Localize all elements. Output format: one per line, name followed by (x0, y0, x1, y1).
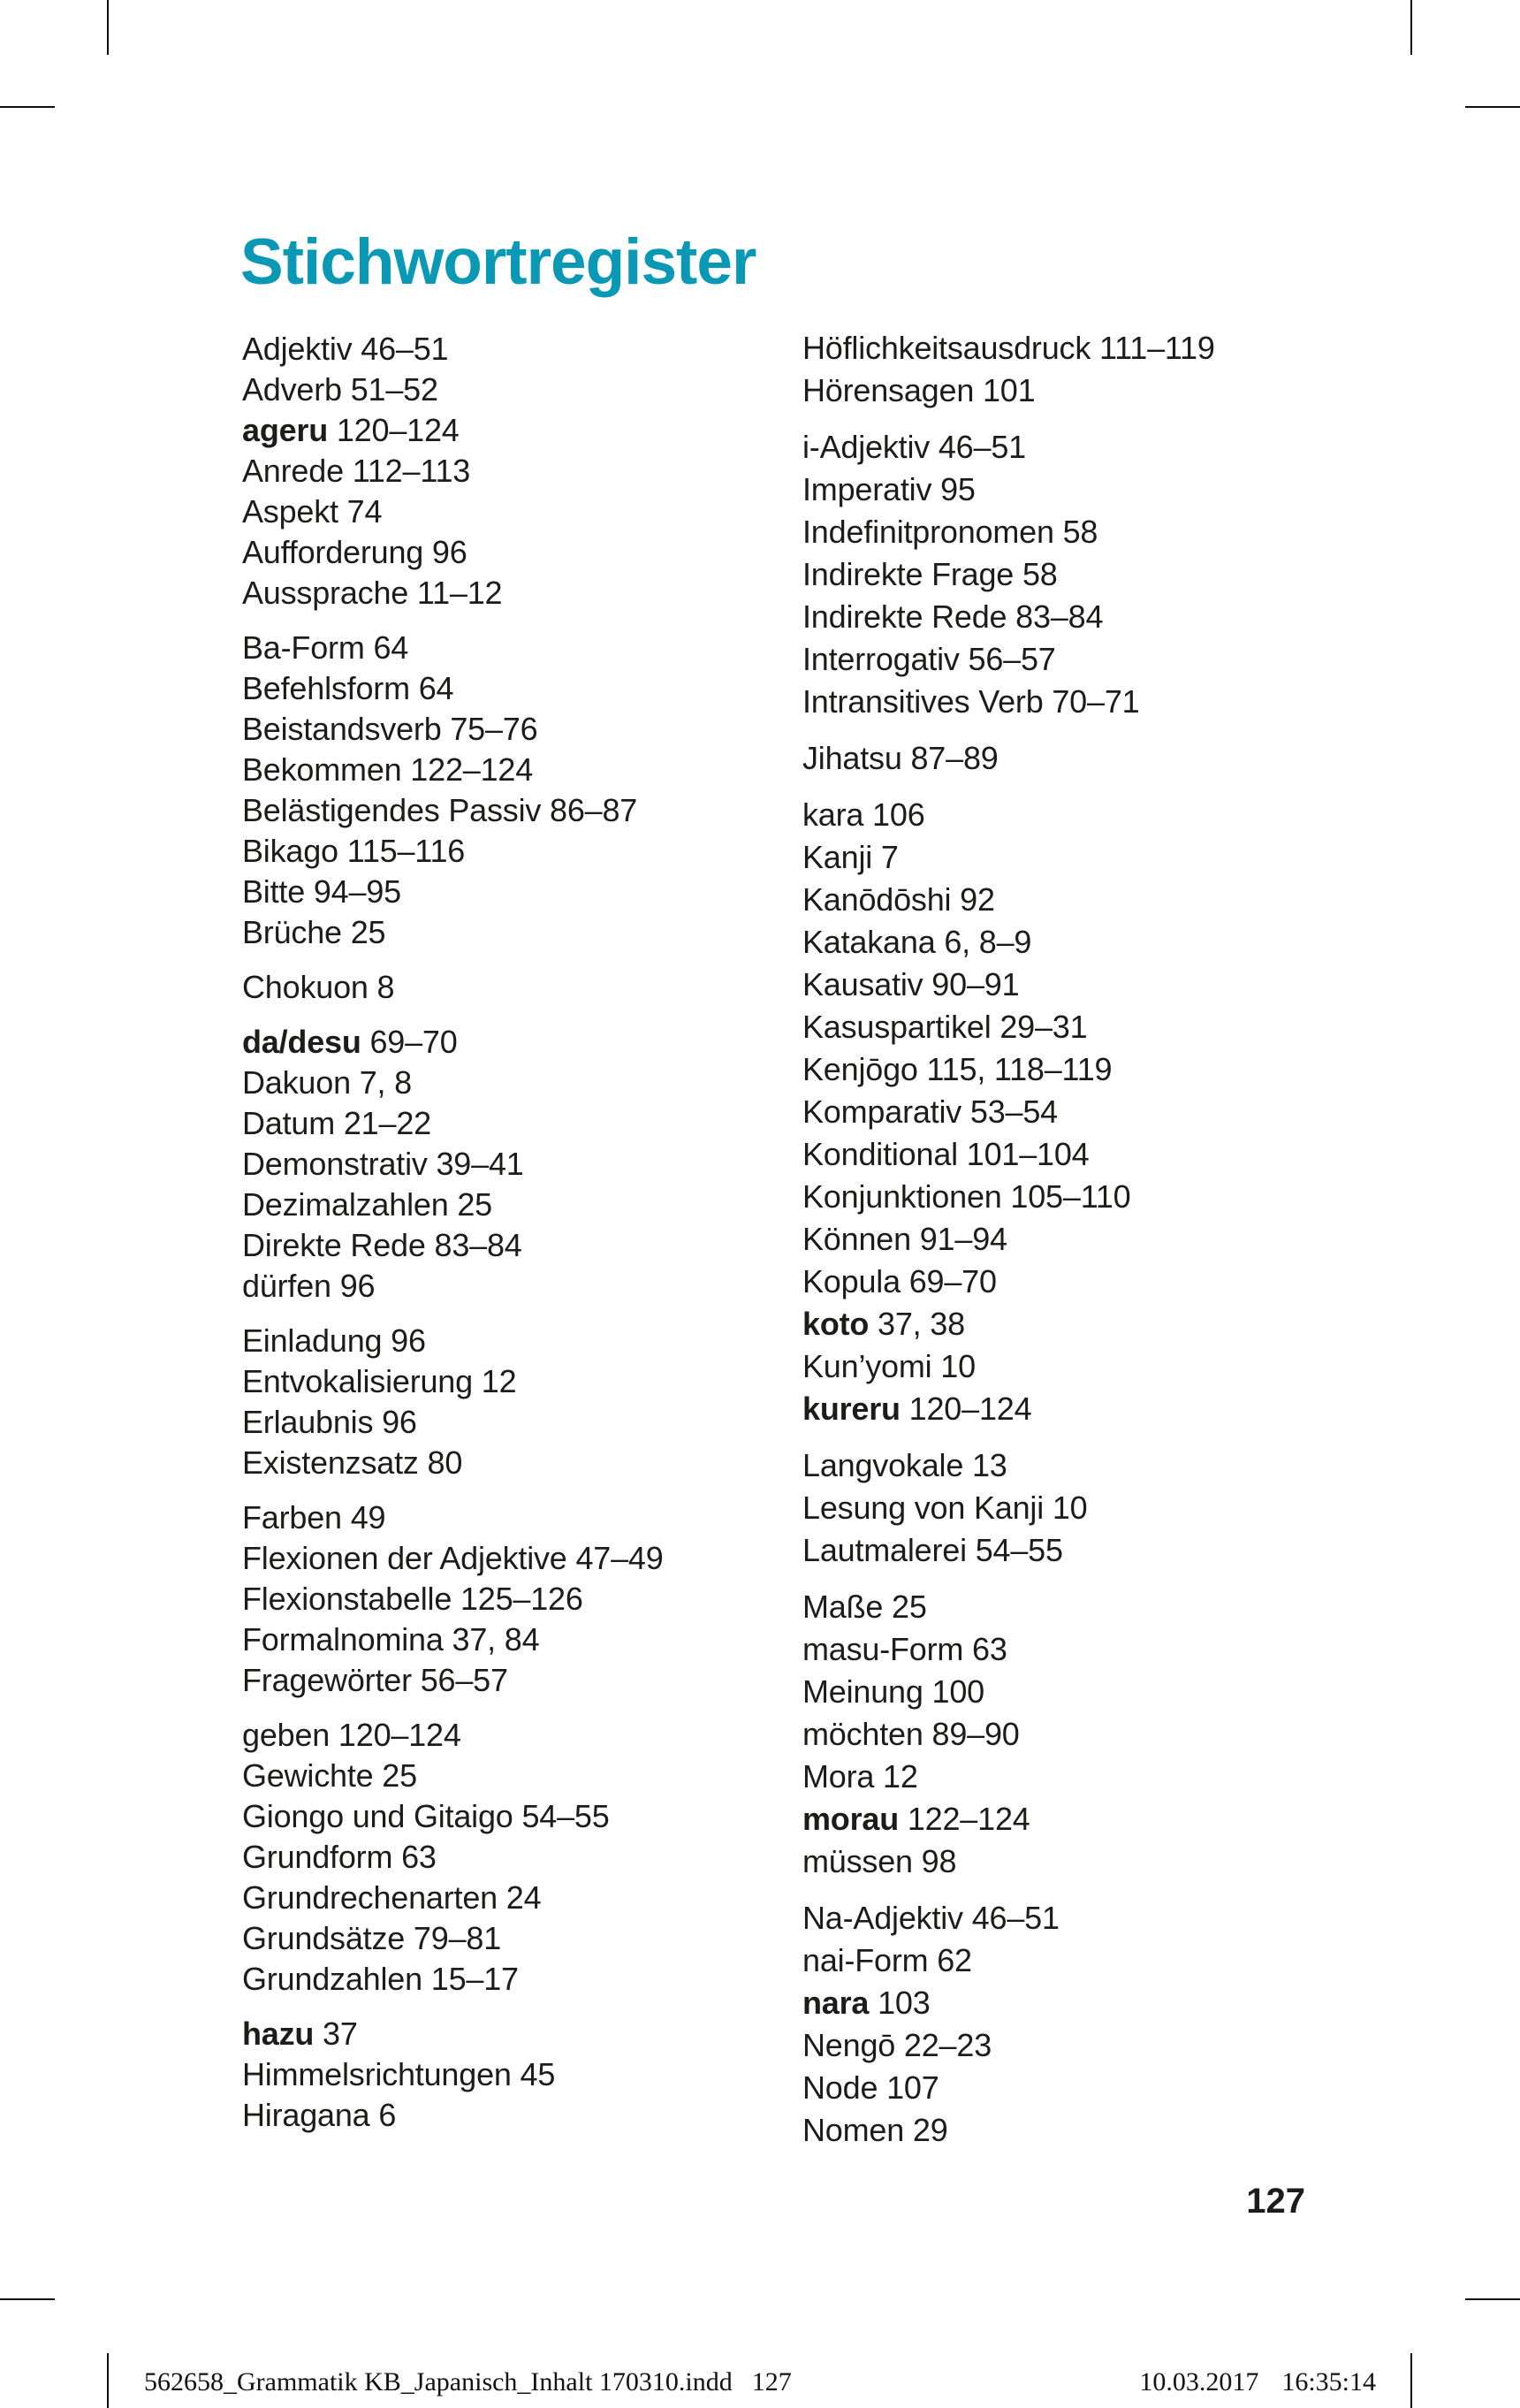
index-group (802, 426, 1350, 723)
index-pages: 92 (960, 881, 995, 918)
index-entry (242, 1619, 790, 1660)
index-entry (242, 451, 790, 492)
index-term: Giongo und Gitaigo (242, 1798, 513, 1834)
index-term: dürfen (242, 1268, 331, 1304)
index-entry (242, 573, 790, 613)
index-term: Adjektiv (242, 331, 353, 367)
index-entry (242, 1103, 790, 1144)
index-term: Bekommen (242, 751, 402, 788)
index-term: Können (802, 1221, 911, 1257)
index-pages: 91–94 (919, 1221, 1007, 1257)
index-pages: 101–104 (966, 1136, 1090, 1172)
index-pages: 10 (1052, 1490, 1088, 1526)
crop-mark-bottom-right-horizontal (1465, 2298, 1520, 2300)
index-pages: 12 (481, 1363, 517, 1399)
footer-print-date: 10.03.2017 (1139, 2367, 1259, 2397)
index-term: kara (802, 796, 864, 833)
page-number: 127 (1246, 2182, 1305, 2221)
index-pages: 25 (892, 1589, 927, 1625)
index-group (242, 1022, 790, 1307)
index-entry (242, 872, 790, 912)
index-entry (802, 1939, 1350, 1982)
index-pages: 37, 38 (878, 1306, 965, 1342)
index-entry (802, 879, 1350, 921)
index-pages: 103 (878, 1985, 931, 2021)
index-entry (242, 1225, 790, 1266)
index-entry (802, 1303, 1350, 1345)
index-pages: 45 (520, 2056, 556, 2092)
index-pages: 120–124 (336, 412, 460, 448)
index-pages: 58 (1022, 556, 1058, 592)
crop-mark-bottom-left-horizontal (0, 2298, 55, 2300)
index-entry (802, 1628, 1350, 1671)
index-term: Interrogativ (802, 641, 960, 677)
index-entry (802, 1176, 1350, 1218)
index-pages: 37, 84 (452, 1621, 540, 1657)
index-entry (802, 1840, 1350, 1883)
index-entry (802, 1487, 1350, 1529)
index-term: Dakuon (242, 1064, 351, 1101)
index-entry (242, 790, 790, 831)
index-pages: 15–17 (430, 1961, 519, 1997)
crop-mark-bottom-left-vertical (107, 2353, 109, 2408)
index-entry (802, 1444, 1350, 1487)
index-pages: 12 (883, 1758, 918, 1795)
index-term: Entvokalisierung (242, 1363, 473, 1399)
index-entry (802, 553, 1350, 596)
index-entry (802, 1713, 1350, 1756)
index-entry (242, 1063, 790, 1103)
index-column-left (242, 329, 790, 2136)
index-term: Datum (242, 1105, 336, 1141)
index-pages: 51–52 (350, 371, 438, 408)
index-entry (802, 469, 1350, 511)
index-term: Intransitives Verb (802, 683, 1044, 720)
index-term: Komparativ (802, 1094, 962, 1130)
index-term: Lesung von Kanji (802, 1490, 1045, 1526)
index-entry (242, 1185, 790, 1225)
index-pages: 25 (382, 1757, 417, 1794)
index-term: Indirekte Rede (802, 598, 1007, 635)
index-term: müssen (802, 1843, 913, 1879)
index-group (242, 1497, 790, 1701)
index-term: Grundrechenarten (242, 1879, 498, 1916)
index-term: Adverb (242, 371, 342, 408)
index-term: Formalnomina (242, 1621, 444, 1657)
index-entry (802, 370, 1350, 412)
index-pages: 56–57 (968, 641, 1056, 677)
index-term: Nengō (802, 2027, 896, 2063)
index-pages: 62 (937, 1942, 972, 1978)
index-term: Konditional (802, 1136, 958, 1172)
index-pages: 96 (339, 1268, 376, 1304)
index-term: Imperativ (802, 471, 932, 507)
index-pages: 125–126 (460, 1581, 583, 1617)
index-pages: 25 (350, 914, 386, 950)
index-entry (242, 967, 790, 1008)
index-pages: 7, 8 (359, 1064, 412, 1101)
index-term: Mora (802, 1758, 875, 1795)
index-pages: 46–51 (938, 429, 1026, 465)
index-pages: 95 (940, 471, 976, 507)
index-term: da/desu (242, 1024, 361, 1060)
index-term: Brüche (242, 914, 342, 950)
index-pages: 46–51 (361, 331, 449, 367)
index-term: Bitte (242, 873, 306, 910)
index-entry (802, 1091, 1350, 1133)
index-entry (242, 1715, 790, 1756)
index-term: Indefinitpronomen (802, 514, 1054, 550)
index-entry (242, 2054, 790, 2095)
index-group (802, 737, 1350, 780)
crop-mark-top-left-horizontal (0, 106, 55, 108)
index-group (802, 794, 1350, 1430)
index-group (242, 2014, 790, 2136)
index-term: ageru (242, 412, 329, 448)
index-entry (802, 1218, 1350, 1261)
index-entry (242, 1022, 790, 1063)
index-term: Gewichte (242, 1757, 374, 1794)
index-term: Jihatsu (802, 740, 902, 776)
index-pages: 74 (346, 493, 383, 530)
index-entry (802, 1897, 1350, 1939)
index-entry (802, 2067, 1350, 2109)
index-entry (242, 1361, 790, 1402)
index-pages: 47–49 (575, 1540, 664, 1576)
index-entry (242, 1918, 790, 1959)
index-entry (802, 1798, 1350, 1840)
index-group (802, 1444, 1350, 1572)
index-pages: 46–51 (971, 1900, 1060, 1936)
index-term: Katakana (802, 924, 936, 960)
index-pages: 122–124 (410, 751, 534, 788)
index-entry (242, 1660, 790, 1701)
index-column-right (802, 327, 1350, 2152)
index-pages: 107 (886, 2069, 939, 2106)
index-entry (802, 1586, 1350, 1628)
index-entry (242, 1579, 790, 1619)
index-pages: 54–55 (521, 1798, 610, 1834)
index-pages: 6 (378, 2097, 397, 2133)
index-entry (802, 1529, 1350, 1572)
index-entry (802, 1756, 1350, 1798)
index-entry (242, 1756, 790, 1796)
crop-mark-top-right-horizontal (1465, 106, 1520, 108)
index-entry (802, 327, 1350, 370)
index-pages: 13 (971, 1447, 1007, 1483)
index-entry (242, 2014, 790, 2054)
index-entry (802, 737, 1350, 780)
index-pages: 37 (323, 2016, 358, 2052)
index-term: Nomen (802, 2112, 905, 2148)
index-entry (802, 2109, 1350, 2152)
index-term: Kausativ (802, 966, 923, 1002)
index-entry (242, 1796, 790, 1837)
footer-document-info (144, 2367, 792, 2397)
index-term: Direkte Rede (242, 1227, 426, 1263)
index-entry (242, 1266, 790, 1307)
index-entry (802, 1671, 1350, 1713)
index-pages: 106 (872, 796, 925, 833)
index-term: hazu (242, 2016, 315, 2052)
index-pages: 7 (880, 839, 899, 875)
index-term: Himmelsrichtungen (242, 2056, 512, 2092)
index-pages: 10 (940, 1348, 976, 1384)
index-term: Konjunktionen (802, 1178, 1002, 1215)
index-pages: 89–90 (931, 1716, 1020, 1752)
index-term: Einladung (242, 1322, 383, 1359)
index-term: Dezimalzahlen (242, 1186, 449, 1223)
index-pages: 115, 118–119 (926, 1051, 1113, 1087)
index-pages: 80 (427, 1444, 463, 1481)
index-term: Kopula (802, 1263, 901, 1299)
index-pages: 120–124 (338, 1717, 461, 1753)
index-entry (802, 1345, 1350, 1388)
index-entry (802, 1388, 1350, 1430)
index-entry (802, 2024, 1350, 2067)
index-term: Erlaubnis (242, 1404, 374, 1440)
index-term: Kun’yomi (802, 1348, 932, 1384)
index-term: Belästigendes Passiv (242, 792, 542, 828)
index-term: koto (802, 1306, 870, 1342)
index-term: nai-Form (802, 1942, 929, 1978)
index-term: morau (802, 1801, 900, 1837)
index-term: Ba-Form (242, 629, 365, 666)
index-entry (242, 1497, 790, 1538)
index-entry (802, 681, 1350, 723)
index-entry (242, 492, 790, 532)
index-term: Meinung (802, 1673, 923, 1710)
index-group (242, 1321, 790, 1483)
index-pages: 54–55 (975, 1532, 1063, 1568)
index-term: Grundsätze (242, 1920, 406, 1956)
index-pages: 6, 8–9 (944, 924, 1032, 960)
index-term: Langvokale (802, 1447, 964, 1483)
index-pages: 111–119 (1098, 330, 1215, 366)
footer-document-page: 127 (751, 2367, 792, 2397)
index-pages: 83–84 (434, 1227, 522, 1263)
index-pages: 87–89 (910, 740, 999, 776)
index-term: Demonstrativ (242, 1146, 428, 1182)
index-pages: 64 (418, 670, 454, 706)
index-term: Fragewörter (242, 1662, 412, 1698)
index-entry (242, 628, 790, 668)
index-pages: 96 (431, 534, 467, 570)
index-term: Aussprache (242, 575, 409, 611)
index-term: Lautmalerei (802, 1532, 967, 1568)
index-pages: 105–110 (1010, 1178, 1131, 1215)
index-entry (242, 1538, 790, 1579)
index-group (242, 628, 790, 953)
index-group (802, 327, 1350, 412)
index-entry (802, 426, 1350, 469)
index-pages: 79–81 (413, 1920, 502, 1956)
index-pages: 70–71 (1052, 683, 1140, 720)
index-entry (802, 1133, 1350, 1176)
index-entry (242, 329, 790, 370)
index-entry (802, 1048, 1350, 1091)
index-group (802, 1897, 1350, 2152)
index-pages: 69–70 (908, 1263, 997, 1299)
index-entry (802, 836, 1350, 879)
index-term: Beistandsverb (242, 711, 442, 747)
index-entry (242, 668, 790, 709)
index-entry (802, 1261, 1350, 1303)
index-pages: 21–22 (343, 1105, 431, 1141)
index-entry (242, 1321, 790, 1361)
index-term: Chokuon (242, 969, 369, 1005)
index-pages: 83–84 (1015, 598, 1104, 635)
index-term: Maße (802, 1589, 884, 1625)
index-entry (242, 2095, 790, 2136)
index-pages: 63 (972, 1631, 1007, 1667)
index-pages: 29–31 (999, 1009, 1088, 1045)
index-pages: 120–124 (908, 1391, 1032, 1427)
index-term: Existenzsatz (242, 1444, 419, 1481)
index-pages: 49 (350, 1499, 386, 1535)
index-term: Kanji (802, 839, 873, 875)
footer-timestamp (1139, 2367, 1376, 2397)
index-term: Hörensagen (802, 372, 975, 408)
index-entry (242, 410, 790, 451)
index-group (242, 967, 790, 1008)
index-group (802, 1586, 1350, 1883)
index-pages: 24 (505, 1879, 542, 1916)
index-entry (242, 370, 790, 410)
index-pages: 22–23 (903, 2027, 992, 2063)
index-entry (242, 912, 790, 953)
index-pages: 64 (373, 629, 409, 666)
crop-mark-top-left-vertical (107, 0, 109, 55)
index-term: Befehlsform (242, 670, 410, 706)
index-entry (802, 596, 1350, 638)
index-pages: 58 (1062, 514, 1098, 550)
index-term: Aufforderung (242, 534, 424, 570)
index-term: Na-Adjektiv (802, 1900, 963, 1936)
index-term: Farben (242, 1499, 342, 1535)
index-pages: 112–113 (352, 453, 471, 489)
index-term: Grundform (242, 1839, 393, 1875)
index-term: Anrede (242, 453, 344, 489)
index-pages: 100 (931, 1673, 984, 1710)
index-entry (242, 750, 790, 790)
index-entry (242, 1878, 790, 1918)
index-entry (242, 1402, 790, 1443)
index-pages: 39–41 (436, 1146, 524, 1182)
index-pages: 75–76 (450, 711, 538, 747)
index-term: Höflichkeitsausdruck (802, 330, 1091, 366)
index-entry (802, 511, 1350, 553)
index-entry (242, 1837, 790, 1878)
index-term: Aspekt (242, 493, 338, 530)
index-pages: 56–57 (420, 1662, 508, 1698)
index-pages: 90–91 (931, 966, 1020, 1002)
index-group (242, 1715, 790, 2000)
index-term: Indirekte Frage (802, 556, 1015, 592)
footer-document-name: 562658_Grammatik KB_Japanisch_Inhalt 170310.indd (144, 2367, 733, 2397)
index-entry (802, 1982, 1350, 2024)
index-entry (242, 532, 790, 573)
index-pages: 86–87 (550, 792, 638, 828)
index-pages: 122–124 (907, 1801, 1030, 1837)
index-term: Flexionen der Adjektive (242, 1540, 567, 1576)
index-entry (242, 1959, 790, 2000)
index-pages: 98 (921, 1843, 957, 1879)
index-pages: 96 (382, 1404, 417, 1440)
index-term: Kenjōgo (802, 1051, 918, 1087)
index-term: masu-Form (802, 1631, 964, 1667)
index-pages: 25 (457, 1186, 492, 1223)
index-term: Kanōdōshi (802, 881, 952, 918)
index-term: Node (802, 2069, 878, 2106)
index-term: i-Adjektiv (802, 429, 931, 465)
index-term: nara (802, 1985, 870, 2021)
index-pages: 94–95 (313, 873, 401, 910)
index-entry (802, 794, 1350, 836)
index-pages: 69–70 (369, 1024, 458, 1060)
index-term: möchten (802, 1716, 923, 1752)
index-pages: 53–54 (969, 1094, 1058, 1130)
index-pages: 29 (912, 2112, 948, 2148)
index-entry (242, 1144, 790, 1185)
index-entry (242, 709, 790, 750)
index-term: Bikago (242, 833, 338, 869)
index-term: Grundzahlen (242, 1961, 422, 1997)
index-entry (242, 831, 790, 872)
index-pages: 8 (376, 969, 395, 1005)
index-term: kureru (802, 1391, 901, 1427)
index-entry (802, 1006, 1350, 1048)
index-entry (802, 921, 1350, 964)
crop-mark-top-right-vertical (1410, 0, 1412, 55)
crop-mark-bottom-right-vertical (1410, 2353, 1412, 2408)
index-pages: 101 (982, 372, 1036, 408)
index-pages: 96 (391, 1322, 426, 1359)
footer-print-time: 16:35:14 (1281, 2367, 1376, 2397)
index-term: geben (242, 1717, 331, 1753)
index-group (242, 329, 790, 613)
index-entry (242, 1443, 790, 1483)
index-pages: 63 (401, 1839, 437, 1875)
index-term: Hiragana (242, 2097, 370, 2133)
index-pages: 11–12 (416, 575, 503, 611)
index-entry (802, 638, 1350, 681)
index-term: Flexionstabelle (242, 1581, 452, 1617)
index-pages: 115–116 (346, 833, 466, 869)
index-entry (802, 964, 1350, 1006)
page-title: Stichwortregister (240, 225, 756, 298)
index-term: Kasuspartikel (802, 1009, 992, 1045)
